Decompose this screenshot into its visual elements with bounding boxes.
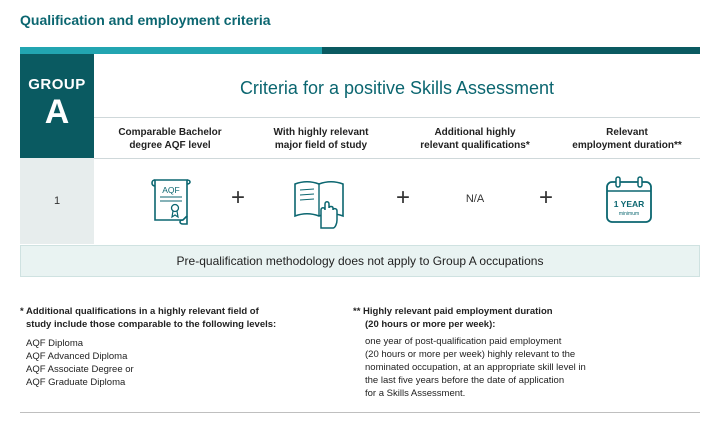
footnote-additional-marker: * (20, 306, 24, 317)
footnote-employment-line: (20 hours or more per week) highly relevant to the (365, 349, 576, 360)
prequal-note-bar (20, 245, 700, 277)
page-title: Qualification and employment criteria (20, 12, 271, 28)
na-value: N/A (465, 193, 485, 205)
col-header-bachelor-line1: Comparable Bachelor (118, 127, 222, 138)
col-header-major (258, 126, 384, 152)
row-number: 1 (53, 195, 61, 207)
footnote-employment-head1-text: Highly relevant paid employment duration (363, 306, 553, 317)
bottom-divider (20, 412, 700, 413)
footnote-additional-head1 (20, 305, 320, 318)
col-header-major-line2: major field of study (274, 140, 368, 151)
footnote-additional-head2: study include those comparable to the following levels: (26, 319, 277, 330)
prequal-note-text: Pre-qualification methodology does not apply to Group A occupations (176, 254, 544, 268)
row-number-cell (20, 158, 94, 244)
plus-sign-3: + (538, 184, 553, 211)
group-letter: A (44, 93, 70, 131)
col-header-additional-line2: relevant qualifications* (420, 140, 530, 151)
footnote-employment-line: for a Skills Assessment. (365, 388, 466, 399)
row-divider (94, 158, 700, 159)
footnote-additional-item: AQF Advanced Diploma (26, 351, 128, 362)
col-header-employment-line1: Relevant (606, 127, 648, 138)
col-header-additional-line1: Additional highly (434, 127, 516, 138)
col-header-employment-line2: employment duration** (572, 140, 682, 151)
footnote-additional-item: AQF Graduate Diploma (26, 377, 126, 388)
top-bar-light (20, 47, 322, 54)
footnote-employment-head2: (20 hours or more per week): (365, 319, 496, 330)
calendar-value: 1 YEAR (613, 199, 645, 209)
col-header-bachelor-line2: degree AQF level (129, 140, 211, 151)
plus-sign-1: + (230, 184, 245, 211)
footnote-employment-line: one year of post-qualification paid employment (365, 336, 562, 347)
footnote-employment-line: nominated occupation, at an appropriate skill level in (365, 362, 586, 373)
col-header-major-line1: With highly relevant (273, 127, 369, 138)
footnote-additional-item: AQF Diploma (26, 338, 84, 349)
footnote-employment-marker: ** (353, 306, 361, 317)
footnote-additional-item: AQF Associate Degree or (26, 364, 134, 375)
footnote-additional (20, 305, 320, 389)
book-hand-icon (291, 176, 347, 230)
col-header-bachelor (110, 126, 230, 152)
header-divider (94, 117, 700, 118)
footnote-employment-head1 (353, 305, 698, 318)
certificate-icon (143, 174, 197, 228)
group-label: GROUP (28, 76, 86, 93)
footnote-additional-head1-text: Additional qualifications in a highly relevant field of (26, 306, 259, 317)
calendar-sub: minimum (618, 211, 640, 217)
footnote-employment (353, 305, 698, 400)
col-header-additional (408, 126, 542, 152)
criteria-title: Criteria for a positive Skills Assessment (239, 78, 555, 98)
plus-sign-2: + (395, 184, 410, 211)
group-box (20, 54, 94, 158)
col-header-employment (562, 126, 692, 152)
top-accent-bar (20, 47, 700, 54)
footnote-employment-line: the last five years before the date of application (365, 375, 565, 386)
certificate-icon-text: AQF (162, 185, 180, 195)
calendar-icon (603, 174, 655, 226)
top-bar-dark (322, 47, 700, 54)
